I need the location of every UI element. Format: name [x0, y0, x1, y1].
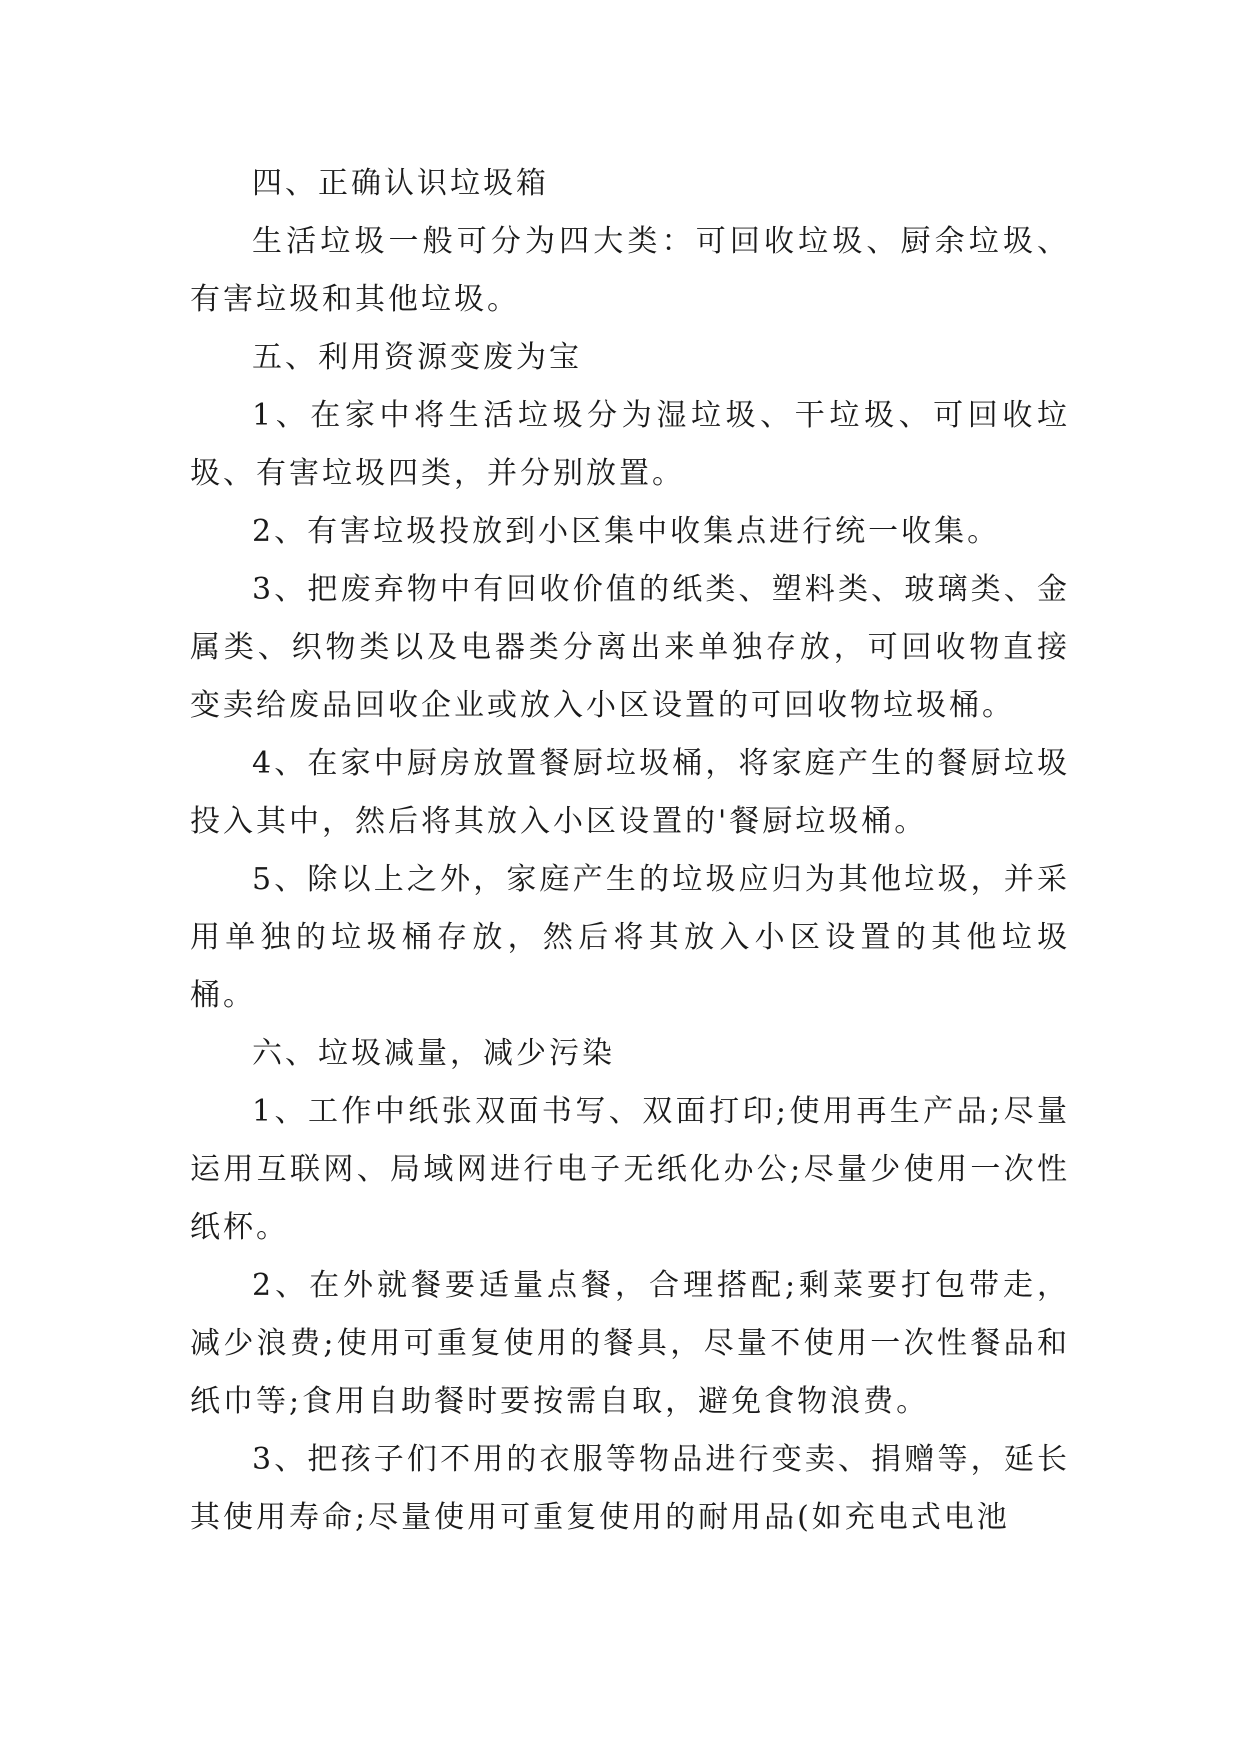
list-item: 5、除以上之外，家庭产生的垃圾应归为其他垃圾，并采用单独的垃圾桶存放，然后将其放入小区设置的其他垃圾桶。 [190, 862, 1070, 1013]
list-item: 2、有害垃圾投放到小区集中收集点进行统一收集。 [252, 514, 1001, 549]
section-heading-6: 六、垃圾减量，减少污染 [252, 1036, 615, 1071]
list-item: 1、在家中将生活垃圾分为湿垃圾、干垃圾、可回收垃圾、有害垃圾四类，并分别放置。 [190, 398, 1070, 491]
list-item: 3、把废弃物中有回收价值的纸类、塑料类、玻璃类、金属类、织物类以及电器类分离出来单独存放，可回收物直接变卖给废品回收企业或放入小区设置的可回收物垃圾桶。 [190, 572, 1070, 723]
list-item: 3、把孩子们不用的衣服等物品进行变卖、捐赠等，延长其使用寿命;尽量使用可重复使用的耐用品(如充电式电池 [190, 1442, 1070, 1535]
paragraph: 生活垃圾一般可分为四大类：可回收垃圾、厨余垃圾、有害垃圾和其他垃圾。 [190, 224, 1070, 317]
section-heading-4: 四、正确认识垃圾箱 [252, 166, 549, 201]
list-item: 1、工作中纸张双面书写、双面打印;使用再生产品;尽量运用互联网、局域网进行电子无纸化办公;尽量少使用一次性纸杯。 [190, 1094, 1070, 1245]
section-heading-5: 五、利用资源变废为宝 [252, 340, 582, 375]
document-body [190, 155, 1070, 1547]
list-item: 4、在家中厨房放置餐厨垃圾桶，将家庭产生的餐厨垃圾投入其中，然后将其放入小区设置的'餐厨垃圾桶。 [190, 746, 1070, 839]
list-item: 2、在外就餐要适量点餐，合理搭配;剩菜要打包带走，减少浪费;使用可重复使用的餐具，尽量不使用一次性餐品和纸巾等;食用自助餐时要按需自取，避免食物浪费。 [190, 1268, 1070, 1419]
